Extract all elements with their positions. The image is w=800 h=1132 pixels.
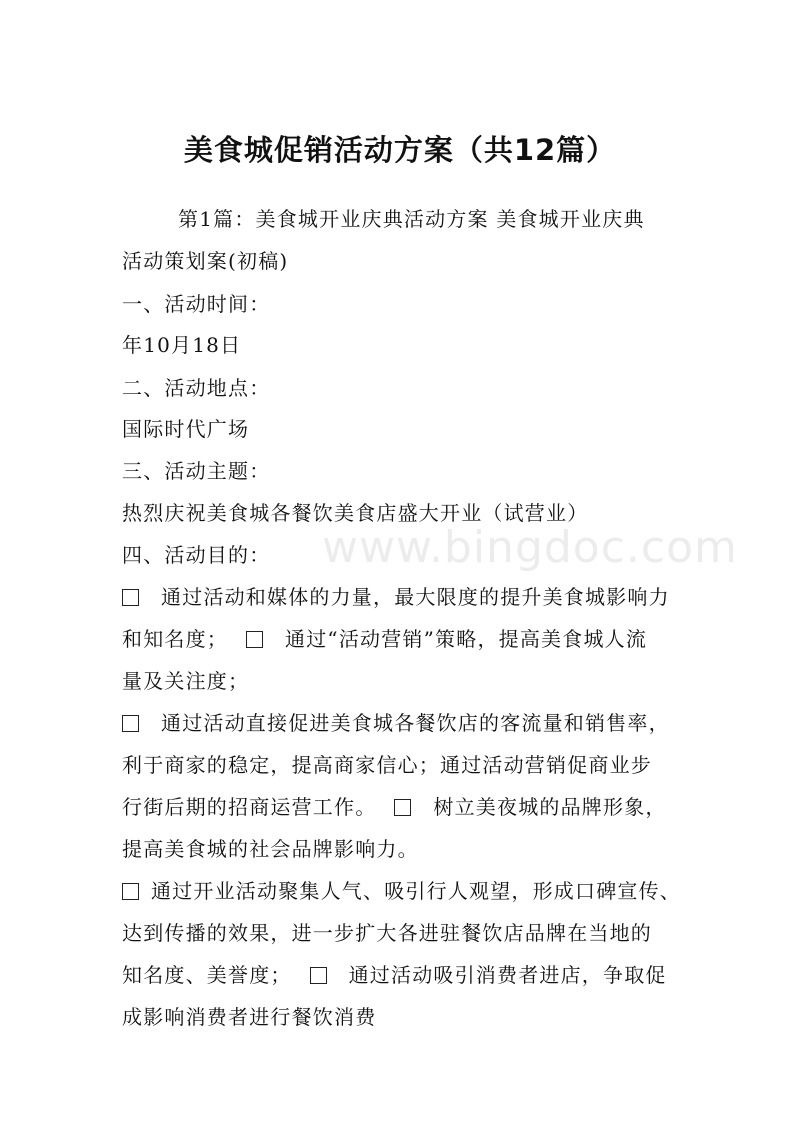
paragraph-line: 热烈庆祝美食城各餐饮美食店盛大开业（试营业） [122, 501, 589, 525]
bullet-line: 行街后期的招商运营工作。 树立美夜城的品牌形象， [122, 795, 667, 819]
section-heading: 三、活动主题： [122, 459, 271, 483]
paragraph-line: 利于商家的稳定，提高商家信心；通过活动营销促商业步 [122, 753, 652, 777]
paragraph-line: 国际时代广场 [122, 417, 250, 441]
bullet-line: 知名度、美誉度； 通过活动吸引消费者进店，争取促 [122, 963, 667, 987]
checkbox-bullet-icon [122, 589, 139, 606]
checkbox-bullet-icon [246, 631, 263, 648]
paragraph-line: 提高美食城的社会品牌影响力。 [122, 837, 419, 861]
bullet-line: 和知名度； 通过“活动营销”策略，提高美食城人流 [122, 627, 648, 651]
section-heading: 一、活动时间： [122, 292, 271, 316]
section-heading: 四、活动目的： [122, 543, 271, 567]
document-title: 美食城促销活动方案（共12篇） [183, 133, 617, 167]
watermark: www.bingdoc.com [322, 522, 738, 573]
paragraph-line: 第1篇：美食城开业庆典活动方案 美食城开业庆典 [178, 207, 645, 231]
paragraph-line: 年10月18日 [122, 333, 242, 357]
bullet-line: 通过活动和媒体的力量，最大限度的提升美食城影响力 [122, 581, 670, 610]
checkbox-bullet-icon [394, 799, 411, 816]
checkbox-bullet-icon [122, 715, 139, 732]
bullet-line: 通过活动直接促进美食城各餐饮店的客流量和销售率， [122, 707, 670, 736]
paragraph-line: 活动策划案(初稿) [122, 249, 289, 273]
paragraph-line: 成影响消费者进行餐饮消费 [122, 1005, 377, 1029]
checkbox-bullet-icon [310, 967, 327, 984]
checkbox-bullet-icon [122, 883, 139, 900]
paragraph-line: 达到传播的效果，进一步扩大各进驻餐饮店品牌在当地的 [122, 921, 652, 945]
bullet-line: 通过开业活动聚集人气、吸引行人观望，形成口碑宣传、 [122, 875, 681, 904]
paragraph-line: 量及关注度； [122, 669, 250, 693]
section-heading: 二、活动地点： [122, 376, 271, 400]
